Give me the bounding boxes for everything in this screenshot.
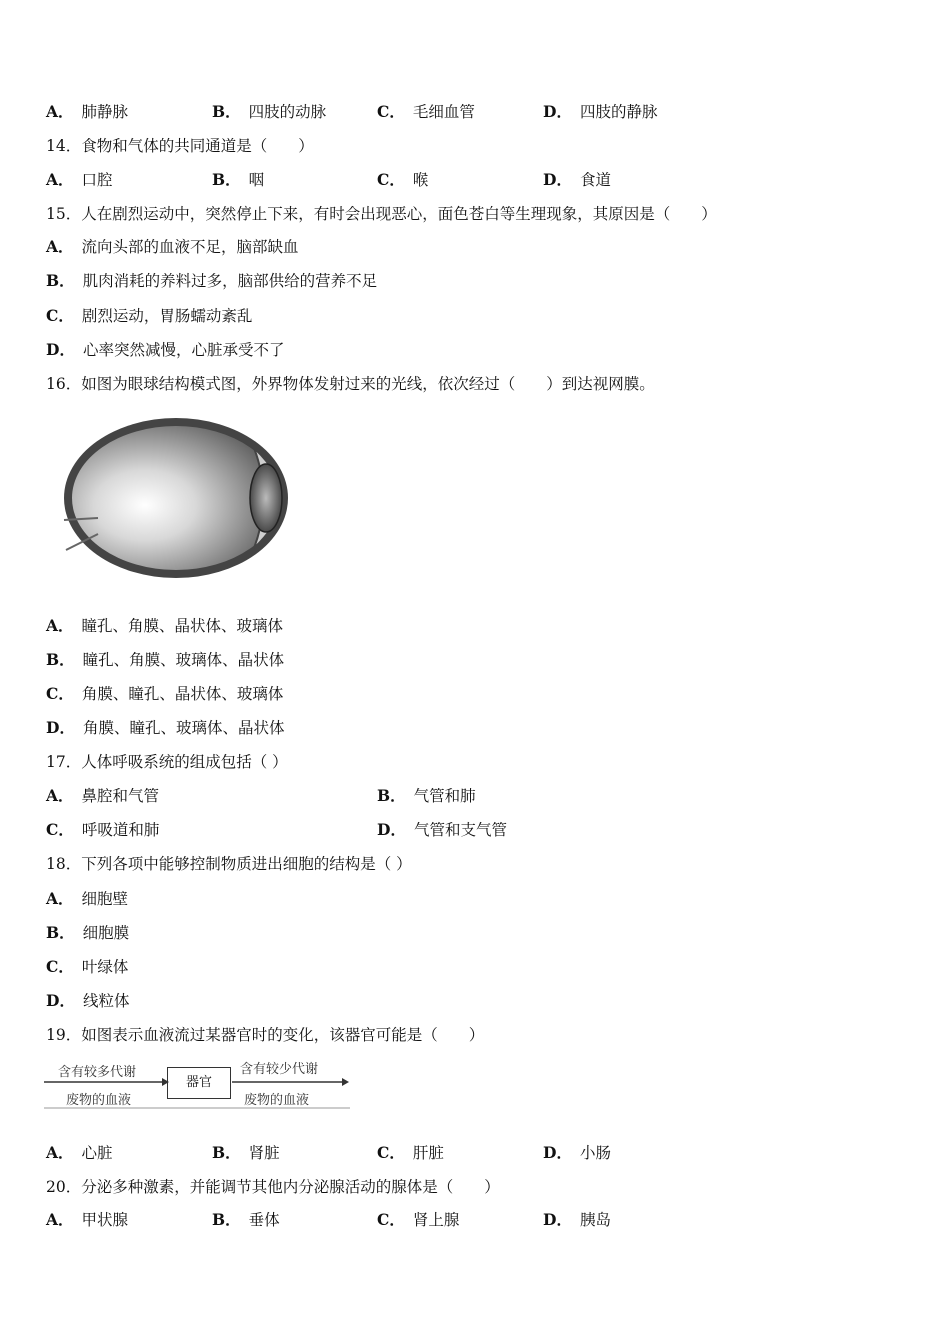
q15-option-c: C． 剧烈运动，胃肠蠕动紊乱 [46,306,253,325]
q13-option-d: D． 四肢的静脉 [543,102,658,121]
flow-right-bottom: 废物的血液 [244,1093,310,1108]
blood-flow-diagram [44,1055,354,1111]
q19-option-c: C． 肝脏 [377,1143,444,1162]
q17-stem: 17．人体呼吸系统的组成包括（ ） [46,753,288,771]
q14-option-b: B． 咽 [212,170,265,189]
q16-option-c: C． 角膜、瞳孔、晶状体、玻璃体 [46,684,284,703]
q15-option-a: A． 流向头部的血液不足，脑部缺血 [46,237,299,256]
flow-left-top: 含有较多代谢 [58,1065,137,1080]
q13-option-a: A． 肺静脉 [46,102,129,121]
q20-option-a: A． 甲状腺 [46,1210,129,1229]
q20-option-c: C． 肾上腺 [377,1210,460,1229]
q14-option-d: D． 食道 [543,170,611,189]
eyeball-diagram [58,410,310,588]
q18-option-b: B． 细胞膜 [46,923,130,942]
q18-stem: 18．下列各项中能够控制物质进出细胞的结构是（ ） [46,855,412,873]
q18-option-c: C． 叶绿体 [46,957,129,976]
q13-option-c: C． 毛细血管 [377,102,475,121]
flow-right-top: 含有较少代谢 [240,1062,319,1077]
q19-stem: 19．如图表示血液流过某器官时的变化，该器官可能是（ ） [46,1026,485,1044]
q20-stem: 20．分泌多种激素，并能调节其他内分泌腺活动的腺体是（ ） [46,1178,500,1196]
q19-option-d: D． 小肠 [543,1143,611,1162]
q14-stem: 14．食物和气体的共同通道是（ ） [46,137,314,155]
q17-option-d: D． 气管和支气管 [377,820,507,839]
q18-option-d: D． 线粒体 [46,991,130,1010]
q17-option-c: C． 呼吸道和肺 [46,820,160,839]
q17-option-b: B． 气管和肺 [377,786,476,805]
q16-option-b: B． 瞳孔、角膜、玻璃体、晶状体 [46,650,285,669]
q20-option-b: B． 垂体 [212,1210,280,1229]
q19-option-a: A． 心脏 [46,1143,113,1162]
q19-option-b: B． 肾脏 [212,1143,280,1162]
q15-option-d: D． 心率突然减慢，心脏承受不了 [46,340,285,359]
q16-option-d: D． 角膜、瞳孔、玻璃体、晶状体 [46,718,285,737]
q18-option-a: A． 细胞壁 [46,889,129,908]
q17-option-a: A． 鼻腔和气管 [46,786,160,805]
q20-option-d: D． 胰岛 [543,1210,611,1229]
organ-box: 器官 [167,1067,231,1099]
q14-option-a: A． 口腔 [46,170,113,189]
flow-left-bottom: 废物的血液 [66,1093,132,1108]
q15-option-b: B． 肌肉消耗的养料过多，脑部供给的营养不足 [46,271,378,290]
q15-stem: 15．人在剧烈运动中，突然停止下来，有时会出现恶心，面色苍白等生理现象，其原因是（ ） [46,205,717,223]
q16-stem: 16．如图为眼球结构模式图，外界物体发射过来的光线，依次经过（ ）到达视网膜。 [46,375,655,393]
q16-option-a: A． 瞳孔、角膜、晶状体、玻璃体 [46,616,284,635]
q14-option-c: C． 喉 [377,170,429,189]
q13-option-b: B． 四肢的动脉 [212,102,327,121]
